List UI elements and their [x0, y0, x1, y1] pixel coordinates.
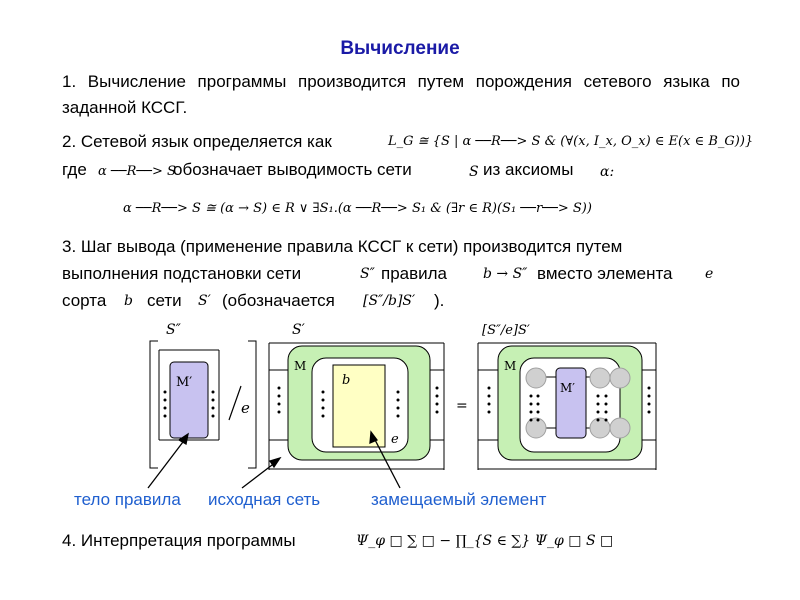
source-net-group: [269, 322, 444, 470]
page-title: Вычисление: [340, 38, 460, 59]
caption-rule-body: тело правила: [74, 490, 181, 509]
left-bracket-open: [150, 341, 158, 468]
item-3-line-3c: (обозначается: [222, 291, 335, 310]
caption-source-net: исходная сеть: [208, 490, 321, 509]
notation-symbol: [S″/b]S′: [363, 293, 416, 309]
language-formula: L_G ≅ {S | α ──R──> S & (∀(x, I_x, O_x) ∈ E(x ∈ B_G))}: [388, 134, 754, 149]
item-3-line-2a: выполнения подстановки сети: [62, 264, 302, 283]
m-label: M: [294, 359, 307, 373]
result-label: [S″/e]S′: [482, 323, 530, 338]
sort-symbol: b: [124, 293, 133, 309]
e-label: e: [391, 432, 399, 447]
result-net-group: [478, 323, 656, 470]
element-symbol: e: [705, 266, 714, 282]
net-symbol: S: [469, 164, 479, 180]
item-3-line-3a: сорта: [62, 291, 107, 310]
denotes-text: обозначает выводимость сети: [173, 160, 412, 179]
rule-body-box: [170, 362, 208, 438]
item-3-line-2b: правила: [381, 264, 448, 283]
s-double-label: S″: [166, 322, 181, 338]
rule-symbol: b → S″: [483, 266, 528, 282]
axiom-symbol: α:: [600, 164, 615, 180]
item-2-lead: 2. Сетевой язык определяется как: [62, 132, 332, 151]
caption-replaced-element: замещаемый элемент: [371, 490, 547, 509]
s-prime-symbol: S′: [198, 293, 211, 309]
equals-sign: =: [456, 398, 468, 414]
where-label: где: [62, 160, 87, 179]
derivation-symbol: α ──R──> S: [98, 164, 176, 179]
item-4-text: 4. Интерпретация программы: [62, 531, 296, 550]
s-double-symbol: S″: [360, 266, 375, 282]
item-3-line-3b: сети: [147, 291, 182, 310]
derivation-definition: α ──R──> S ≅ (α → S) ∈ R ∨ ∃S₁.(α ──R──> S₁ & (∃r ∈ R)(S₁ ──r──> S)): [123, 201, 592, 216]
from-axiom-text: из аксиомы: [483, 160, 574, 179]
interpretation-formula: Ψ_φ □ ∑ □ − ∏_{S ∈ ∑} Ψ_φ □ S □: [356, 533, 614, 549]
b-label: b: [342, 373, 351, 388]
result-m-prime-label: M′: [560, 381, 576, 395]
result-m-label: M: [504, 359, 517, 373]
item-3-line-1: 3. Шаг вывода (применение правила КССГ к сети) производится путем: [62, 237, 623, 256]
item-3-line-3d: ).: [434, 291, 445, 310]
item-3-line-2c: вместо элемента: [537, 264, 673, 283]
s-prime-label: S′: [292, 322, 305, 338]
rule-body-group: [150, 322, 256, 468]
replaced-element-box: [333, 365, 385, 447]
item-1-text: 1. Вычисление программы производится путем порождения сетевого языка по заданной КССГ.: [62, 72, 740, 117]
slash-e-label: e: [241, 399, 250, 417]
m-prime-label: M′: [176, 375, 193, 390]
